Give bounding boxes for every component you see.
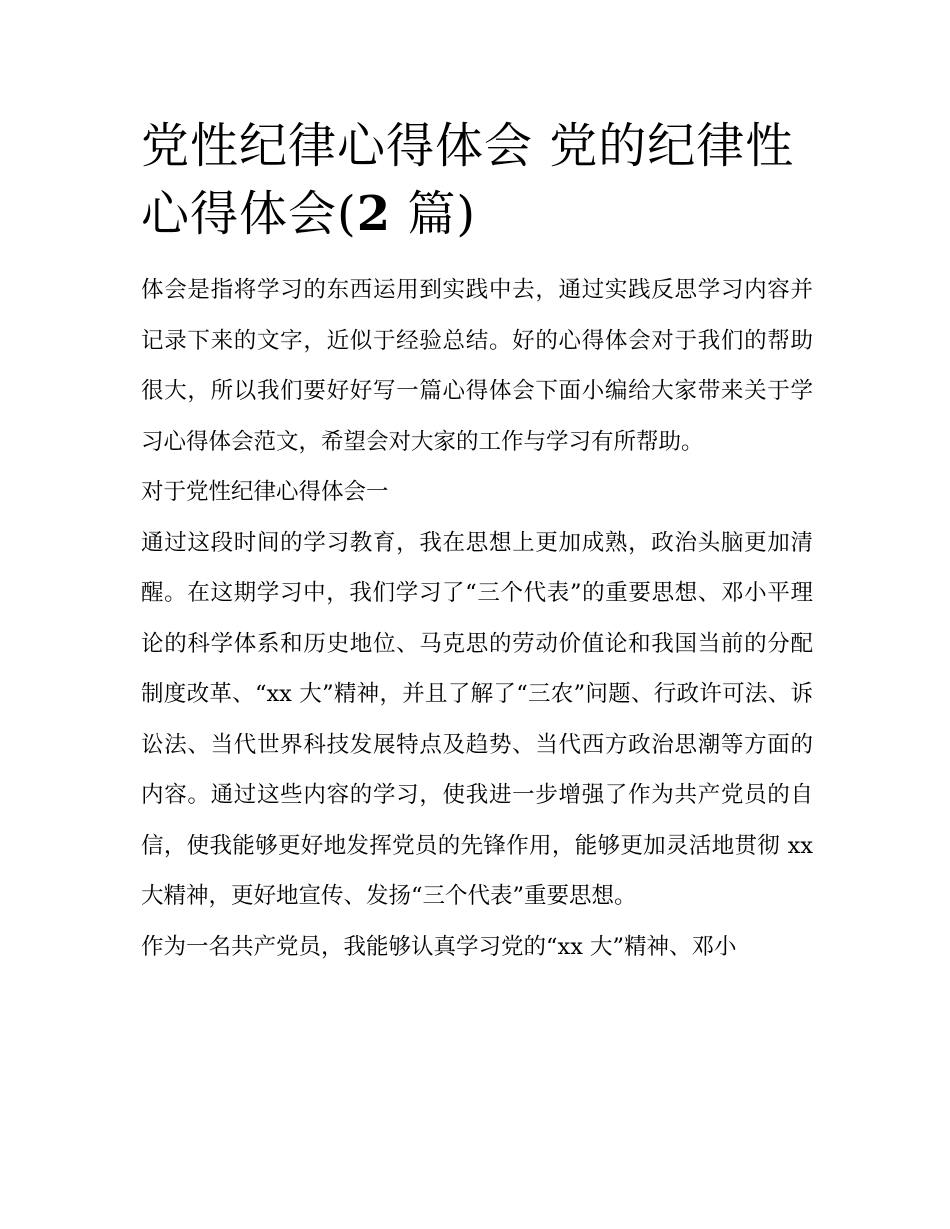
title-suffix: 篇) bbox=[391, 186, 477, 242]
title-text: 党性纪律心得体会 党的纪律性心得体会( bbox=[141, 118, 795, 242]
section-subheading: 对于党性纪律心得体会一 bbox=[141, 479, 389, 505]
document-title bbox=[141, 112, 813, 248]
body-paragraph-1: 通过这段时间的学习教育，我在思想上更加成熟，政治头脑更加清醒。在这期学习中，我们学习了“三个代表”的重要思想、邓小平理论的科学体系和历史地位、马克思的劳动价值论和我国当前的分配制度改革、“xx 大”精神，并且了解了“三农”问题、行政许可法、诉讼法、当代世界科技发展特点及趋势、当代西方政治思潮等方面的内容。通过这些内容的学习，使我进一步增强了作为共产党员的自信，使我能够更好地发挥党员的先锋作用，能够更加灵活地贯彻 xx 大精神，更好地宣传、发扬“三个代表”重要思想。 bbox=[141, 529, 813, 909]
title-number: 2 bbox=[356, 186, 392, 242]
intro-paragraph: 体会是指将学习的东西运用到实践中去，通过实践反思学习内容并记录下来的文字，近似于经验总结。好的心得体会对于我们的帮助很大，所以我们要好好写一篇心得体会下面小编给大家带来关于学习心得体会范文，希望会对大家的工作与学习有所帮助。 bbox=[141, 277, 813, 455]
document-body bbox=[141, 112, 813, 972]
body-paragraph-2: 作为一名共产党员，我能够认真学习党的“xx 大”精神、邓小 bbox=[141, 933, 737, 960]
